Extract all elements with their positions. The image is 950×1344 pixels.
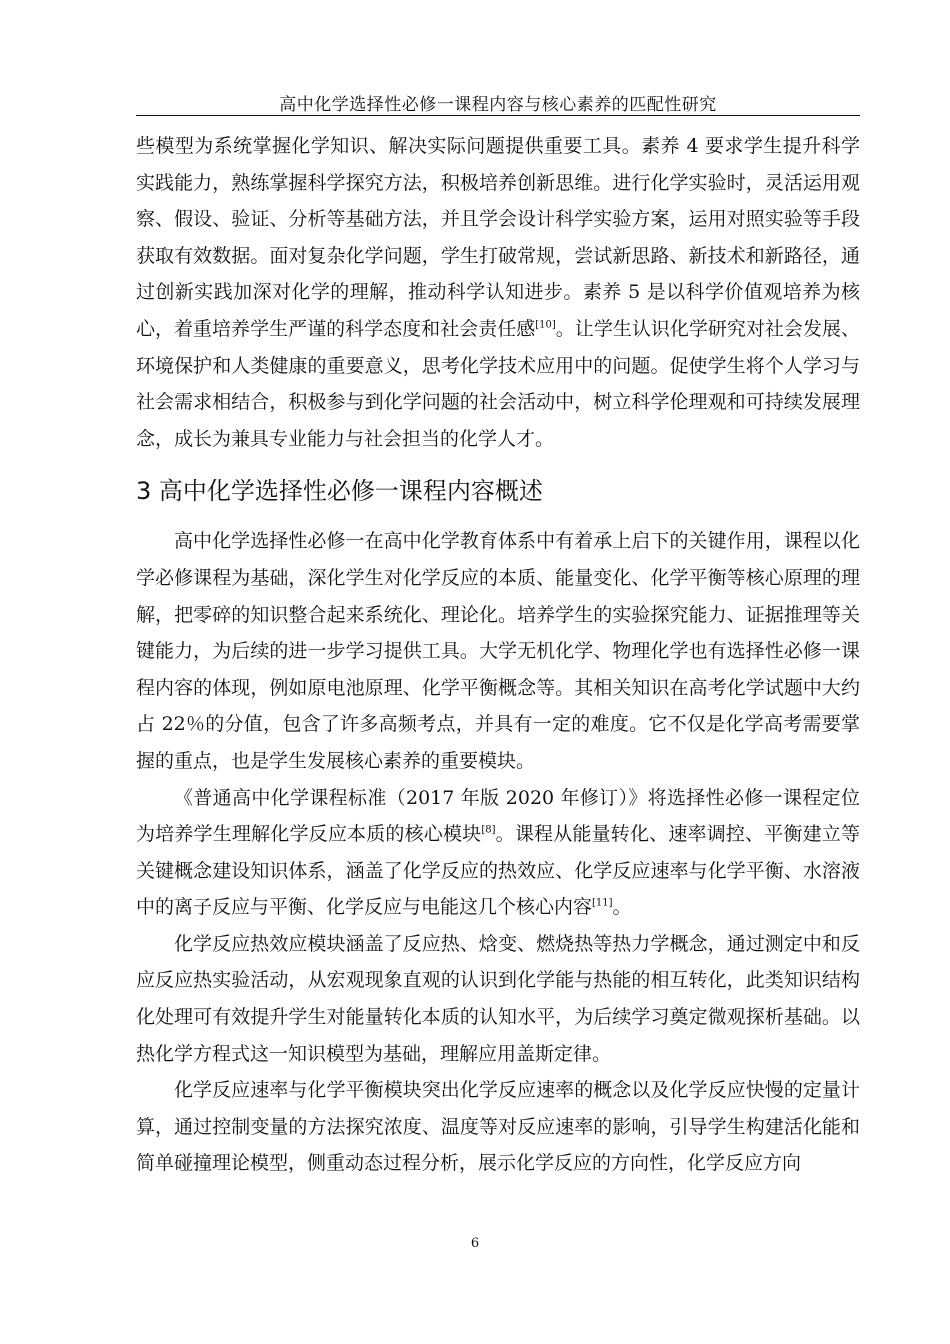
section-heading: 3 高中化学选择性必修一课程内容概述 — [136, 477, 543, 506]
paragraph: 化学反应热效应模块涵盖了反应热、焓变、燃烧热等热力学概念，通过测定中和反应反应热实验活动，从宏观现象直观的认识到化学能与热能的相互转化，此类知识结构化处理可有效提升学生对能量转化本质的认知水平，为后续学习奠定微观探析基础。以热化学方程式这一知识模型为基础，理解应用盖斯定律。 — [136, 932, 860, 1065]
paragraph — [136, 780, 860, 926]
paragraph-text: 些模型为系统掌握化学知识、解决实际问题提供重要工具。素养 4 要求学生提升科学实践能力，熟练掌握科学探究方法，积极培养创新思维。进行化学实验时，灵活运用观察、假设、验证、分析等基础方法，并且学会设计科学实验方案，运用对照实验等手段获取有效数据。面对复杂化学问题，学生打破常规，尝试新思路、新技术和新路径，通过创新实践加深对化学的理解，推动科学认知进步。素养 5 是以科学价值观培养为核心，着重培养学生严谨的科学态度和社会责任感 — [136, 135, 860, 340]
paragraph: 化学反应速率与化学平衡模块突出化学反应速率的概念以及化学反应快慢的定量计算，通过控制变量的方法探究浓度、温度等对反应速率的影响，引导学生构建活化能和简单碰撞理论模型，侧重动态过程分析，展示化学反应的方向性，化学反应方向 — [136, 1079, 860, 1175]
running-header: 高中化学选择性必修一课程内容与核心素养的匹配性研究 — [279, 95, 717, 115]
citation-marker: [10] — [535, 319, 556, 331]
citation-marker: [11] — [592, 897, 613, 909]
page-number: 6 — [470, 1236, 480, 1251]
page-body — [136, 128, 860, 1182]
paragraph-text: 。课程从能量转化、速率调控、平衡建立等关键概念建设知识体系，涵盖了化学反应的热效应、化学反应速率与化学平衡、水溶液中的离子反应与平衡、化学反应与电能这几个核心内容 — [136, 823, 860, 919]
paragraph-text: 。让学生认识化学研究对社会发展、环境保护和人类健康的重要意义，思考化学技术应用中的问题。促使学生将个人学习与社会需求相结合，积极参与到化学问题的社会活动中，树立科学伦理观和可持续发展理念，成长为兼具专业能力与社会担当的化学人才。 — [136, 317, 860, 450]
header-rule — [136, 115, 860, 116]
paragraph: 高中化学选择性必修一在高中化学教育体系中有着承上启下的关键作用，课程以化学必修课程为基础，深化学生对化学反应的本质、能量变化、化学平衡等核心原理的理解，把零碎的知识整合起来系统化、理论化。培养学生的实验探究能力、证据推理等关键能力，为后续的进一步学习提供工具。大学无机化学、物理化学也有选择性必修一课程内容的体现，例如原电池原理、化学平衡概念等。其相关知识在高考化学试题中大约占 22％的分值，包含了许多高频考点，并具有一定的难度。它不仅是化学高考需要掌握的重点，也是学生发展核心素养的重要模块。 — [136, 530, 860, 772]
paragraph-text: 。 — [612, 896, 632, 919]
paragraph-continuation — [136, 128, 860, 457]
citation-marker: [8] — [481, 824, 496, 836]
paragraph-text: 《普通高中化学课程标准（2017 年版 2020 年修订）》将选择性必修一课程定位为培养学生理解化学反应本质的核心模块 — [136, 786, 860, 846]
